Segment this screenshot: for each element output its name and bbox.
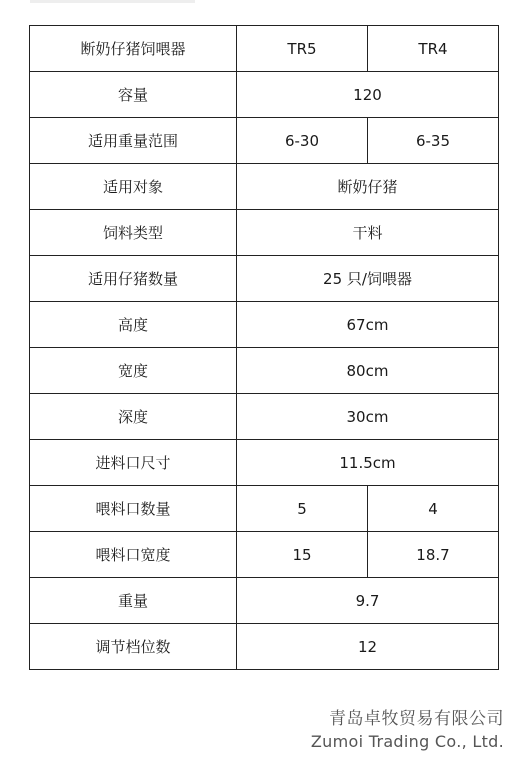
row-value-shared: 9.7 bbox=[237, 578, 499, 624]
row-value-shared: 11.5cm bbox=[237, 440, 499, 486]
row-value-tr5: 5 bbox=[237, 486, 368, 532]
row-value-shared: 80cm bbox=[237, 348, 499, 394]
row-value-tr4: 6-35 bbox=[368, 118, 499, 164]
top-divider bbox=[30, 0, 195, 3]
row-label: 适用对象 bbox=[30, 164, 237, 210]
table-row bbox=[30, 532, 499, 578]
row-label: 饲料类型 bbox=[30, 210, 237, 256]
table-row bbox=[30, 164, 499, 210]
company-signature bbox=[311, 708, 504, 754]
row-label: 重量 bbox=[30, 578, 237, 624]
row-value-shared: 干料 bbox=[237, 210, 499, 256]
row-value-shared: 67cm bbox=[237, 302, 499, 348]
row-label: 进料口尺寸 bbox=[30, 440, 237, 486]
header-product-name: 断奶仔猪饲喂器 bbox=[30, 26, 237, 72]
row-label: 喂料口宽度 bbox=[30, 532, 237, 578]
table-row bbox=[30, 256, 499, 302]
row-label: 适用重量范围 bbox=[30, 118, 237, 164]
row-label: 高度 bbox=[30, 302, 237, 348]
row-label: 喂料口数量 bbox=[30, 486, 237, 532]
table-row bbox=[30, 578, 499, 624]
row-value-shared: 12 bbox=[237, 624, 499, 670]
table-row bbox=[30, 624, 499, 670]
spec-table bbox=[29, 25, 499, 670]
row-label: 深度 bbox=[30, 394, 237, 440]
row-value-tr4: 18.7 bbox=[368, 532, 499, 578]
table-row bbox=[30, 348, 499, 394]
row-label: 宽度 bbox=[30, 348, 237, 394]
row-label: 调节档位数 bbox=[30, 624, 237, 670]
row-value-shared: 120 bbox=[237, 72, 499, 118]
company-name-en: Zumoi Trading Co., Ltd. bbox=[310, 732, 504, 751]
row-value-shared: 25 只/饲喂器 bbox=[237, 256, 499, 302]
row-value-tr5: 6-30 bbox=[237, 118, 368, 164]
table-row bbox=[30, 440, 499, 486]
row-value-tr5: 15 bbox=[237, 532, 368, 578]
table-row bbox=[30, 486, 499, 532]
row-value-tr4: 4 bbox=[368, 486, 499, 532]
table-header-row bbox=[30, 26, 499, 72]
row-label: 容量 bbox=[30, 72, 237, 118]
row-label: 适用仔猪数量 bbox=[30, 256, 237, 302]
table-row bbox=[30, 118, 499, 164]
header-model-tr5: TR5 bbox=[237, 26, 368, 72]
company-name-cn: 青岛卓牧贸易有限公司 bbox=[329, 709, 504, 729]
table-row bbox=[30, 72, 499, 118]
row-value-shared: 断奶仔猪 bbox=[237, 164, 499, 210]
header-model-tr4: TR4 bbox=[368, 26, 499, 72]
table-row bbox=[30, 210, 499, 256]
table-row bbox=[30, 302, 499, 348]
table-row bbox=[30, 394, 499, 440]
row-value-shared: 30cm bbox=[237, 394, 499, 440]
